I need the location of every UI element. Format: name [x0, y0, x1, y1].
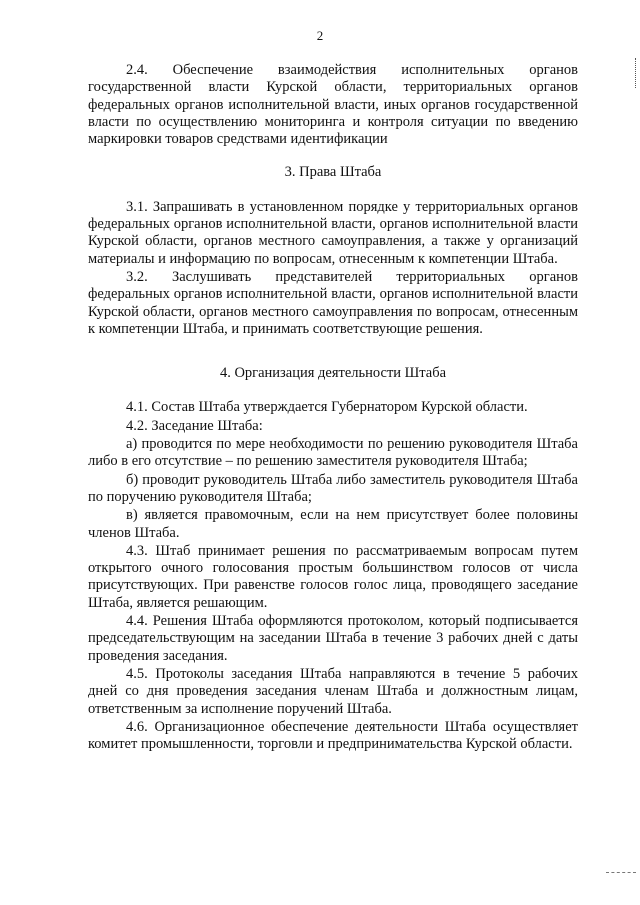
paragraph-4-2: 4.2. Заседание Штаба:: [126, 417, 263, 434]
paragraph-4-6: 4.6. Организационное обеспечение деятельности Штаба осуществляет комитет промышленности, торговли и предпринимательства Курской области.: [88, 718, 578, 753]
paragraph-4-2-a: а) проводится по мере необходимости по решению руководителя Штаба либо в его отсутствие – по решению заместителя руководителя Штаба;: [88, 436, 578, 470]
paragraph-3-1: 3.1. Запрашивать в установленном порядке у территориальных органов федеральных органов исполнительной власти, органов исполнительной власти Курской области, органов местного самоуправления, а также у организаций материалы и информацию по вопросам, отнесенным к компетенции Штаба.: [88, 198, 578, 267]
document-body: [88, 62, 578, 754]
paragraph-4-5: 4.5. Протоколы заседания Штаба направляются в течение 5 рабочих дней со дня проведения заседания членам Штаба и должностным лицам, ответственным за исполнение поручений Штаба.: [88, 665, 578, 717]
paragraph-4-4: 4.4. Решения Штаба оформляются протоколом, который подписывается председательствующим на заседании Штаба в течение 3 рабочих дней с даты проведения заседания.: [88, 613, 578, 664]
page-number: 2: [316, 28, 324, 43]
margin-mark: [632, 58, 636, 88]
paragraph-2-4: 2.4. Обеспечение взаимодействия исполнительных органов государственной власти Курской области, территориальных органов федеральных органов исполнительной власти, иных органов государственной власти по осуществлению мониторинга и контроля ситуации по введению маркировки товаров средствами идентификации: [88, 62, 578, 148]
paragraph-3-2: 3.2. Заслушивать представителей территориальных органов федеральных органов исполнительной власти, органов исполнительной власти Курской области, органов местного самоуправления по вопросам, отнесенным к компетенции Штаба, и принимать соответствующие решения.: [88, 268, 578, 337]
paragraph-4-3: 4.3. Штаб принимает решения по рассматриваемым вопросам путем открытого очного голосования простым большинством голосов от числа присутствующих. При равенстве голосов голос лица, проводящего заседание Штаба, является решающим.: [88, 542, 578, 611]
section-heading-3: 3. Права Штаба: [284, 164, 382, 181]
paragraph-4-1: 4.1. Состав Штаба утверждается Губернатором Курской области.: [126, 399, 528, 416]
section-heading-4: 4. Организация деятельности Штаба: [219, 365, 447, 382]
paragraph-4-2-b: б) проводит руководитель Штаба либо заместитель руководителя Штаба по поручению руководителя Штаба;: [88, 471, 578, 505]
margin-mark-bottom: [606, 872, 636, 875]
paragraph-4-2-c: в) является правомочным, если на нем присутствует более половины членов Штаба.: [88, 507, 578, 541]
